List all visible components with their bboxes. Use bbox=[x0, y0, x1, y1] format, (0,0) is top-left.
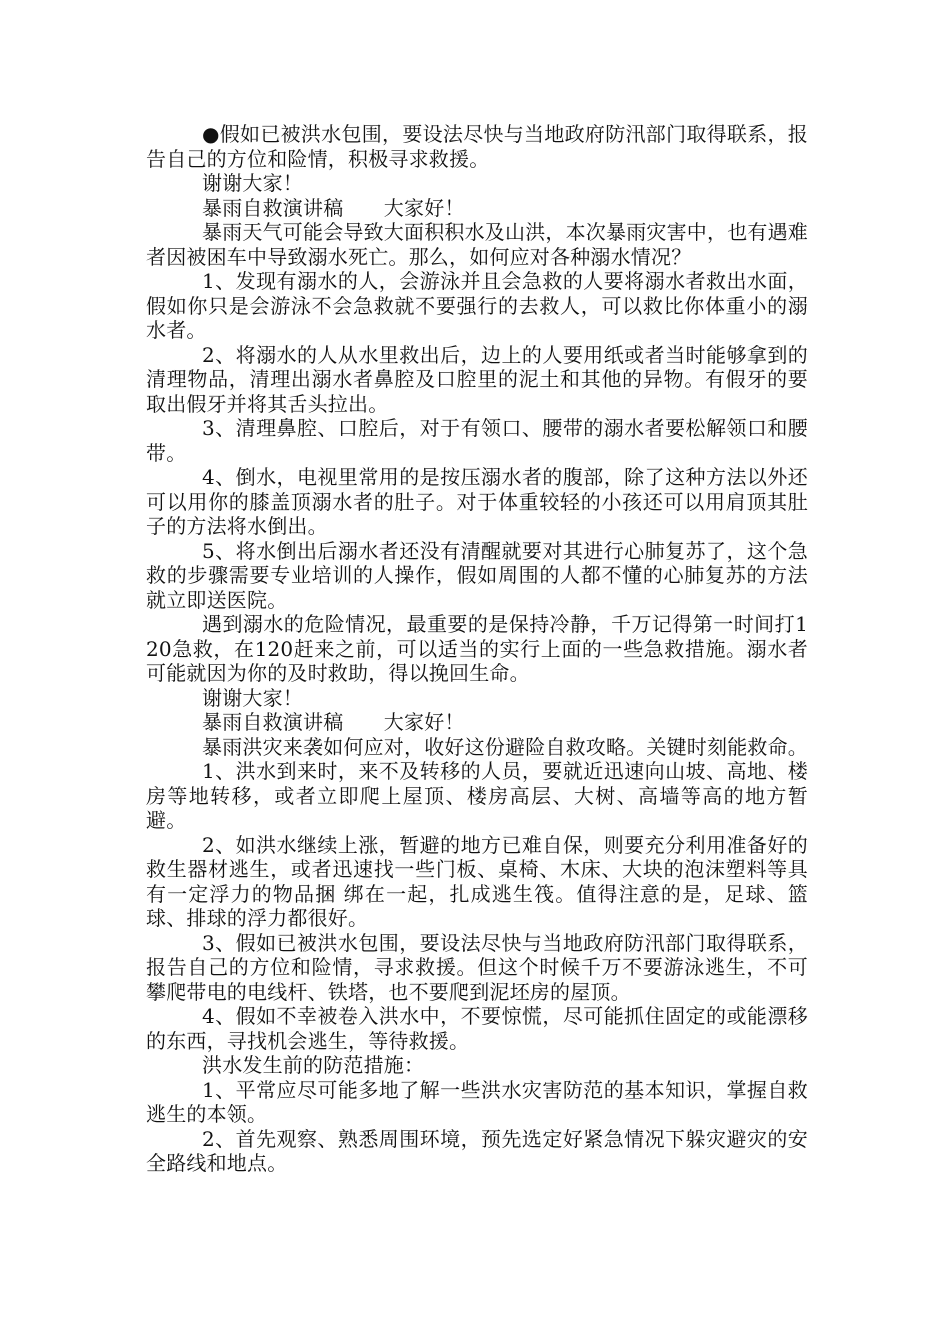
paragraph-thanks: 谢谢大家！ bbox=[202, 171, 303, 195]
paragraph-drowning-step-3: 3、清理鼻腔、口腔后，对于有领口、腰带的溺水者要松解领口和腰带。 bbox=[146, 416, 808, 465]
paragraph-speech-title: 暴雨自救演讲稿 大家好！ bbox=[202, 710, 465, 734]
paragraph-intro-drowning: 暴雨天气可能会导致大面积积水及山洪，本次暴雨灾害中，也有遇难者因被困车中导致溺水死亡。那么，如何应对各种溺水情况？ bbox=[146, 220, 808, 269]
document-body bbox=[146, 122, 808, 1176]
paragraph-drowning-summary: 遇到溺水的危险情况，最重要的是保持冷静，千万记得第一时间打120急救，在120赶来之前，可以适当的实行上面的一些急救措施。溺水者可能就因为你的及时救助，得以挽回生命。 bbox=[146, 612, 808, 685]
paragraph-prevention-heading: 洪水发生前的防范措施： bbox=[202, 1053, 425, 1077]
paragraph-drowning-step-4: 4、倒水，电视里常用的是按压溺水者的腹部，除了这种方法以外还可以用你的膝盖顶溺水者的肚子。对于体重较轻的小孩还可以用肩顶其肚子的方法将水倒出。 bbox=[146, 465, 808, 538]
paragraph-flood-step-1: 1、洪水到来时，来不及转移的人员，要就近迅速向山坡、高地、楼房等地转移，或者立即爬上屋顶、楼房高层、大树、高墙等高的地方暂避。 bbox=[146, 759, 808, 832]
paragraph-flood-step-2: 2、如洪水继续上涨，暂避的地方已难自保，则要充分利用准备好的救生器材逃生，或者迅速找一些门板、桌椅、木床、大块的泡沫塑料等具有一定浮力的物品捆 绑在一起，扎成逃生筏。值得注意的是，足球、篮球、排球的浮力都很好。 bbox=[146, 832, 808, 930]
paragraph-prevention-step-1: 1、平常应尽可能多地了解一些洪水灾害防范的基本知识，掌握自救逃生的本领。 bbox=[146, 1077, 808, 1126]
paragraph-thanks: 谢谢大家！ bbox=[202, 685, 303, 710]
paragraph-flood-step-3: 3、假如已被洪水包围，要设法尽快与当地政府防汛部门取得联系，报告自己的方位和险情，寻求救援。但这个时候千万不要游泳逃生，不可攀爬带电的电线杆、铁塔，也不要爬到泥坯房的屋顶。 bbox=[146, 930, 808, 1004]
paragraph-prevention-step-2: 2、首先观察、熟悉周围环境，预先选定好紧急情况下躲灾避灾的安全路线和地点。 bbox=[146, 1126, 808, 1175]
paragraph-flood-surrounded: ●假如已被洪水包围，要设法尽快与当地政府防汛部门取得联系，报告自己的方位和险情，积极寻求救援。 bbox=[146, 122, 808, 171]
paragraph-drowning-step-1: 1、发现有溺水的人，会游泳并且会急救的人要将溺水者救出水面，假如你只是会游泳不会急救就不要强行的去救人，可以救比你体重小的溺水者。 bbox=[146, 269, 808, 342]
paragraph-drowning-step-2: 2、将溺水的人从水里救出后，边上的人要用纸或者当时能够拿到的清理物品，清理出溺水者鼻腔及口腔里的泥土和其他的异物。有假牙的要取出假牙并将其舌头拉出。 bbox=[146, 342, 808, 416]
paragraph-intro-flood: 暴雨洪灾来袭如何应对，收好这份避险自救攻略。关键时刻能救命。 bbox=[202, 734, 808, 759]
paragraph-speech-title: 暴雨自救演讲稿 大家好！ bbox=[202, 195, 465, 220]
paragraph-drowning-step-5: 5、将水倒出后溺水者还没有清醒就要对其进行心肺复苏了，这个急救的步骤需要专业培训的人操作，假如周围的人都不懂的心肺复苏的方法就立即送医院。 bbox=[146, 538, 808, 612]
paragraph-flood-step-4: 4、假如不幸被卷入洪水中，不要惊慌，尽可能抓住固定的或能漂移的东西，寻找机会逃生，等待救援。 bbox=[146, 1004, 808, 1053]
